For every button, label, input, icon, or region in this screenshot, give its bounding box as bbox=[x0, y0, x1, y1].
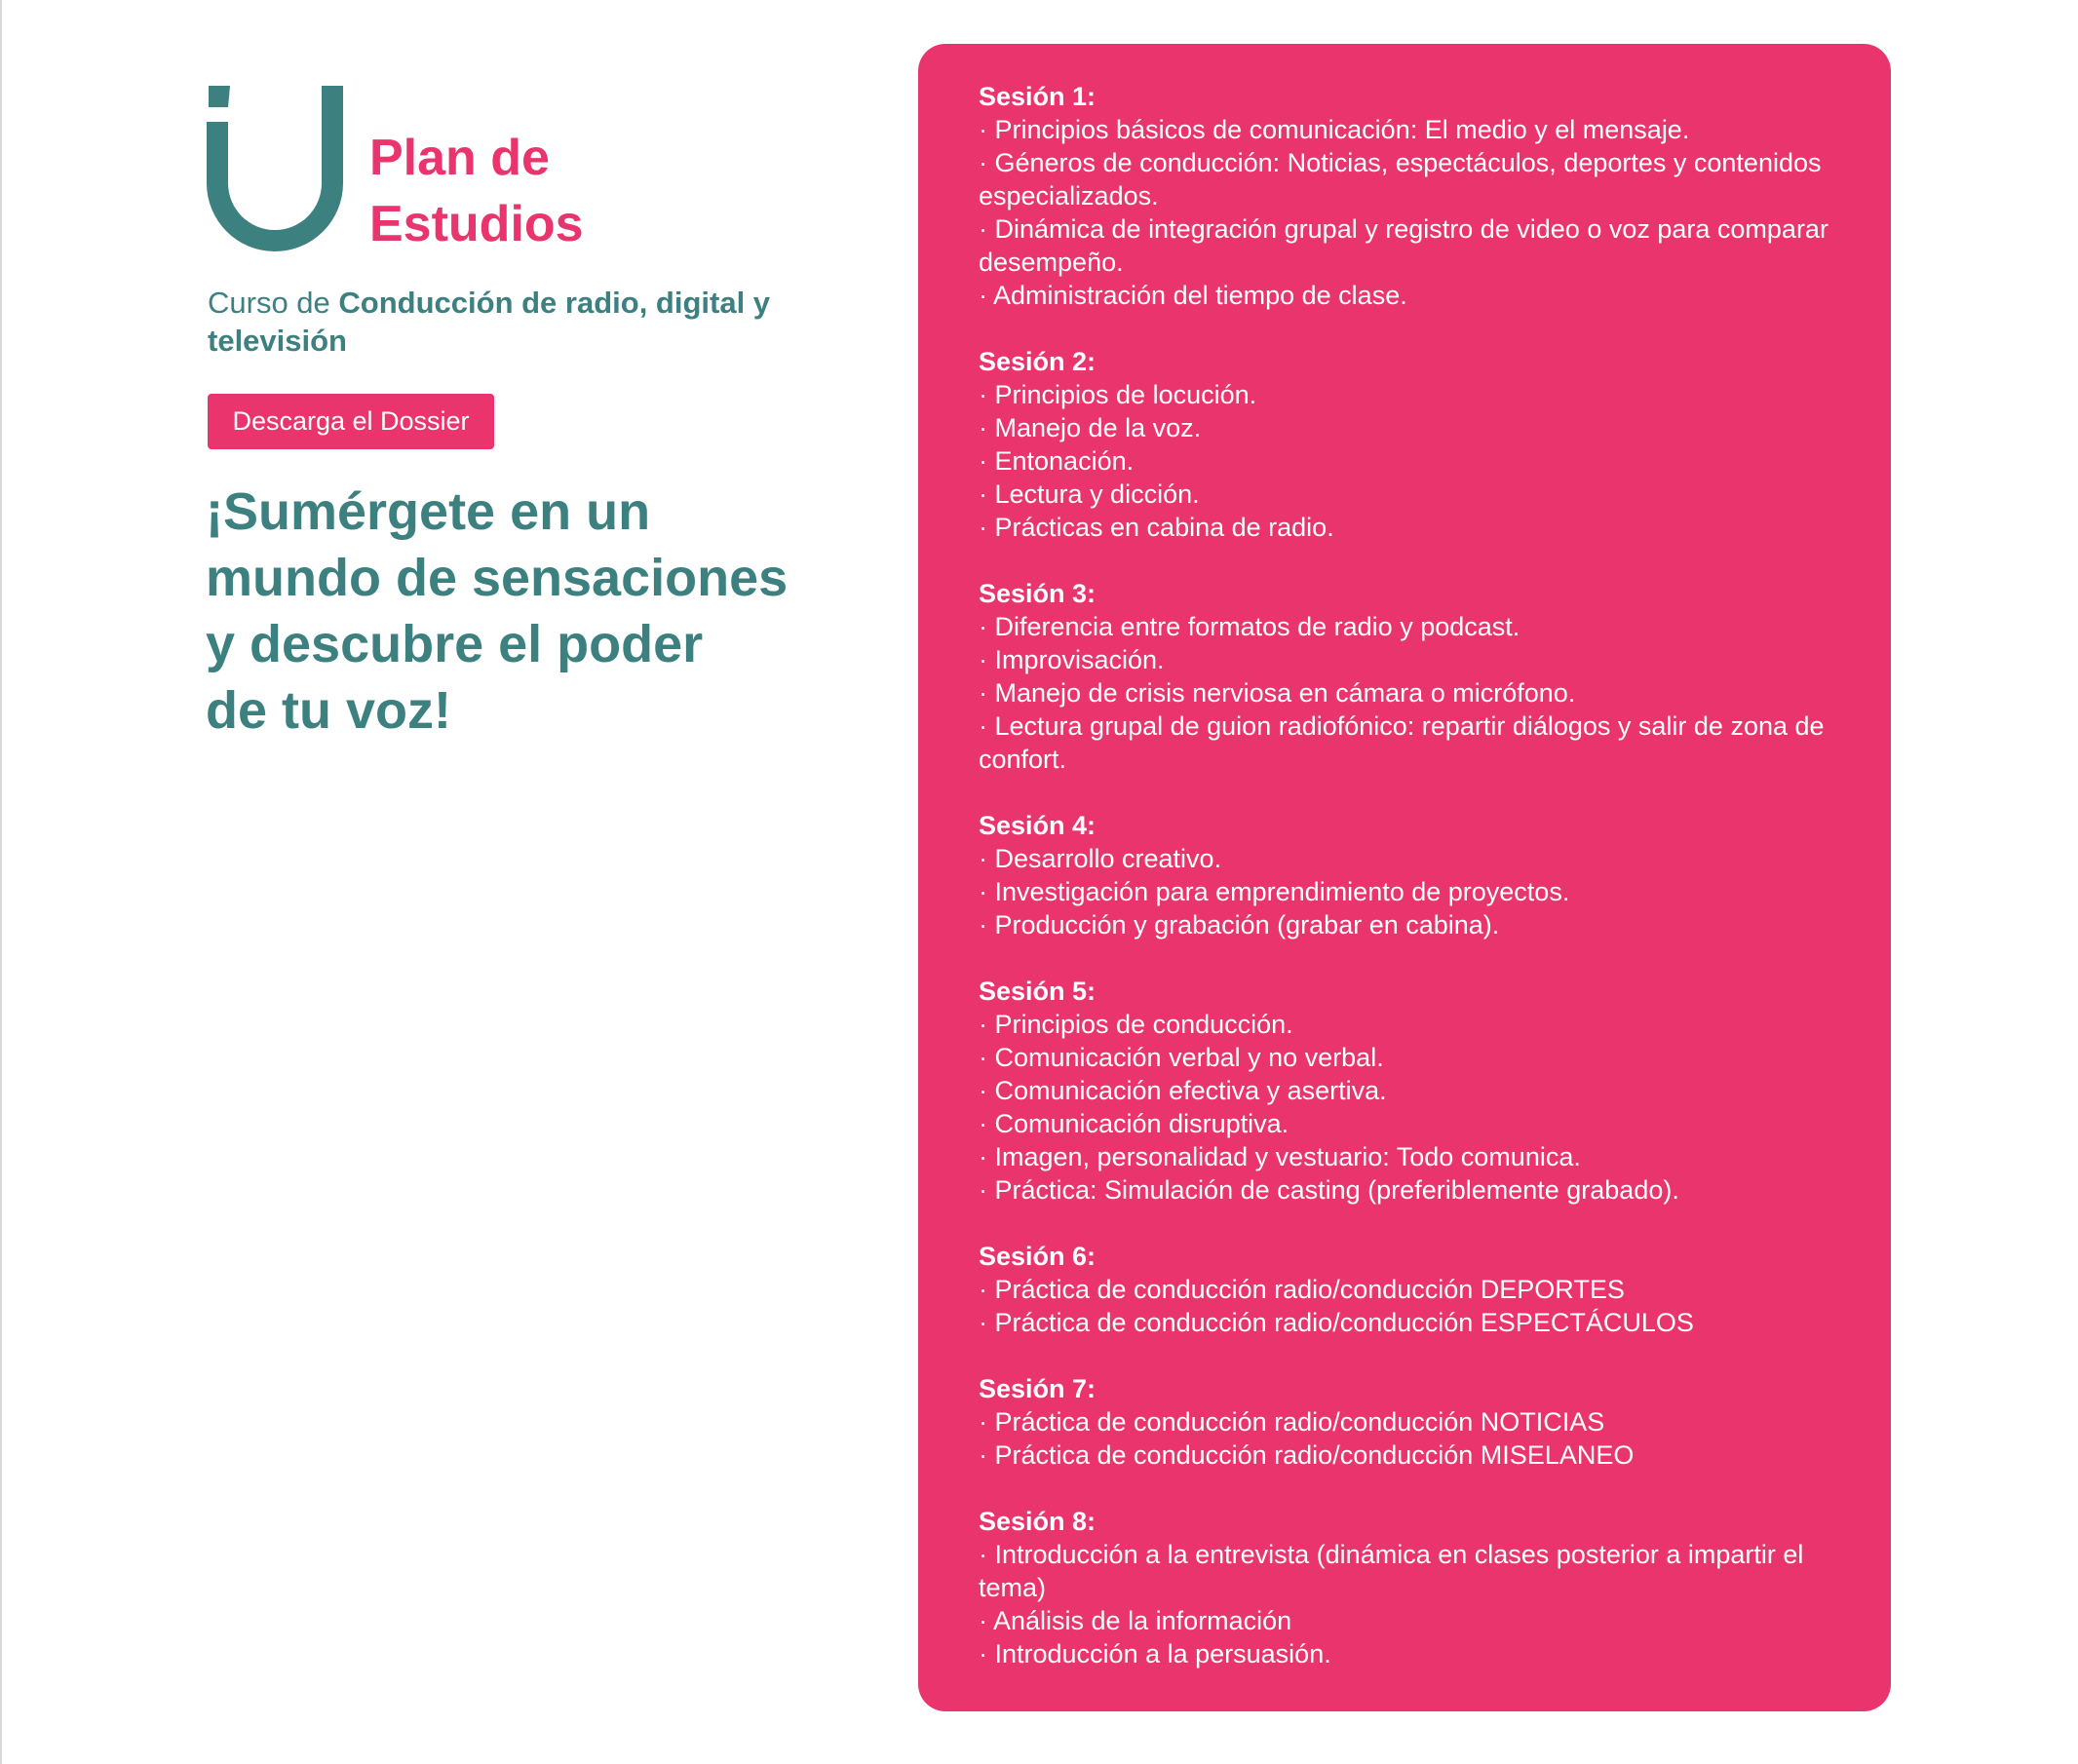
session-title: Sesión 3: bbox=[979, 579, 1097, 608]
session-item: · Manejo de la voz. bbox=[979, 413, 1202, 442]
session-item: · Desarrollo creativo. bbox=[979, 844, 1222, 873]
session-item: · Principios básicos de comunicación: El medio y el mensaje. bbox=[979, 115, 1690, 144]
session-item: · Principios de locución. bbox=[979, 380, 1257, 409]
session-title: Sesión 7: bbox=[979, 1374, 1097, 1403]
slogan-line: de tu voz! bbox=[206, 681, 451, 740]
session-block bbox=[979, 1372, 1846, 1472]
session-item: · Comunicación disruptiva. bbox=[979, 1109, 1289, 1138]
session-item: · Comunicación efectiva y asertiva. bbox=[979, 1076, 1387, 1105]
session-block bbox=[979, 1240, 1846, 1339]
session-block bbox=[979, 80, 1846, 312]
course-name: Conducción de radio, digital y televisión bbox=[208, 286, 771, 358]
session-item: · Improvisación. bbox=[979, 645, 1165, 674]
session-item: · Lectura y dicción. bbox=[979, 479, 1200, 509]
session-item: · Géneros de conducción: Noticias, espectáculos, deportes y contenidos especializados. bbox=[979, 148, 1822, 211]
session-title: Sesión 8: bbox=[979, 1507, 1097, 1536]
page-title bbox=[369, 125, 681, 257]
session-item: · Diferencia entre formatos de radio y podcast. bbox=[979, 612, 1520, 641]
session-item: · Principios de conducción. bbox=[979, 1010, 1293, 1039]
session-item: · Comunicación verbal y no verbal. bbox=[979, 1043, 1384, 1072]
session-block bbox=[979, 809, 1846, 941]
session-block bbox=[979, 345, 1846, 544]
session-block bbox=[979, 1505, 1846, 1670]
session-item: · Prácticas en cabina de radio. bbox=[979, 513, 1334, 542]
session-item: · Análisis de la información bbox=[979, 1606, 1292, 1635]
download-dossier-button[interactable]: Descarga el Dossier bbox=[208, 394, 494, 449]
session-item: · Práctica de conducción radio/conducción ESPECTÁCULOS bbox=[979, 1308, 1694, 1337]
session-item: · Práctica de conducción radio/conducción NOTICIAS bbox=[979, 1407, 1605, 1437]
course-subtitle bbox=[208, 284, 783, 360]
slogan-heading bbox=[206, 479, 790, 744]
session-item: · Lectura grupal de guion radiofónico: repartir diálogos y salir de zona de confort. bbox=[979, 711, 1825, 774]
session-block bbox=[979, 577, 1846, 776]
slogan-line: y descubre el poder bbox=[206, 615, 704, 673]
page-title-line: Estudios bbox=[369, 196, 584, 252]
session-item: · Administración del tiempo de clase. bbox=[979, 281, 1407, 310]
session-item: · Práctica: Simulación de casting (preferiblemente grabado). bbox=[979, 1175, 1679, 1205]
slogan-line: ¡Sumérgete en un bbox=[206, 482, 651, 541]
session-item: · Entonación. bbox=[979, 446, 1135, 476]
u-logo-icon bbox=[207, 86, 343, 259]
slogan-line: mundo de sensaciones bbox=[206, 549, 789, 607]
course-prefix: Curso de bbox=[208, 286, 339, 320]
session-item: · Investigación para emprendimiento de proyectos. bbox=[979, 877, 1570, 906]
page-left-border bbox=[0, 0, 2, 1764]
session-title: Sesión 1: bbox=[979, 82, 1097, 111]
session-title: Sesión 2: bbox=[979, 347, 1097, 376]
session-item: · Introducción a la persuasión. bbox=[979, 1639, 1331, 1668]
session-block bbox=[979, 975, 1846, 1207]
session-item: · Práctica de conducción radio/conducción DEPORTES bbox=[979, 1275, 1625, 1304]
session-title: Sesión 4: bbox=[979, 811, 1097, 840]
session-item: · Manejo de crisis nerviosa en cámara o micrófono. bbox=[979, 678, 1576, 708]
sessions-list bbox=[979, 80, 1846, 1704]
session-item: · Dinámica de integración grupal y registro de video o voz para comparar desempeño. bbox=[979, 214, 1828, 277]
session-item: · Introducción a la entrevista (dinámica en clases posterior a impartir el tema) bbox=[979, 1540, 1804, 1602]
session-item: · Práctica de conducción radio/conducción MISELANEO bbox=[979, 1440, 1635, 1470]
session-title: Sesión 5: bbox=[979, 977, 1097, 1006]
session-title: Sesión 6: bbox=[979, 1242, 1097, 1271]
session-item: · Producción y grabación (grabar en cabina). bbox=[979, 910, 1500, 940]
page-title-line: Plan de bbox=[369, 130, 550, 186]
session-item: · Imagen, personalidad y vestuario: Todo comunica. bbox=[979, 1142, 1581, 1171]
